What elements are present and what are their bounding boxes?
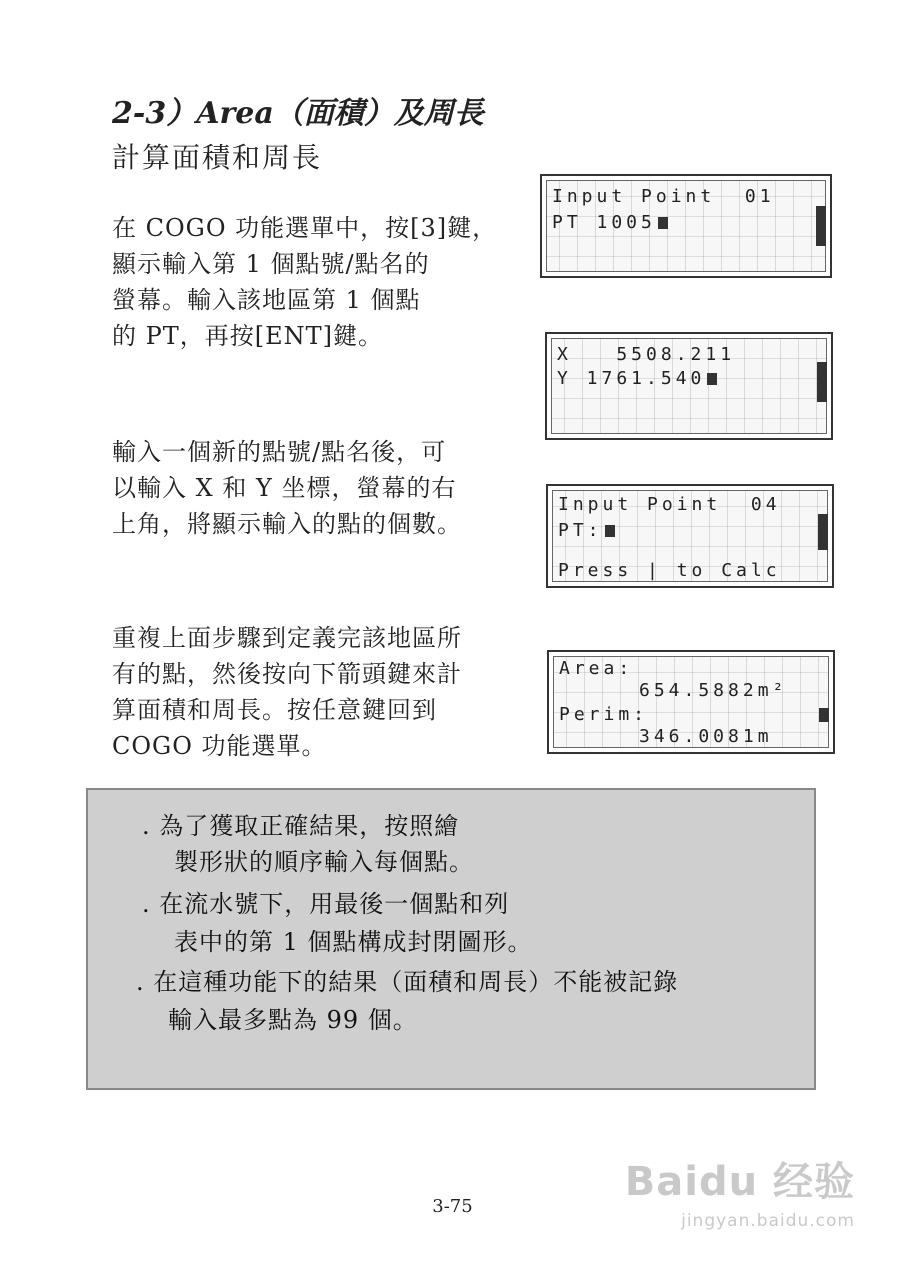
lcd-text: PT: (558, 520, 603, 541)
cursor-icon (605, 525, 615, 537)
section-heading: 2-3）Area（面積）及周長 (112, 96, 484, 131)
scroll-indicator-icon (816, 206, 826, 246)
lcd-line: Input Point 01 (552, 186, 775, 207)
paragraph-line: 在 COGO 功能選單中，按[3]鍵， (112, 214, 498, 242)
cursor-icon (658, 217, 668, 229)
scroll-indicator-icon (818, 514, 828, 550)
paragraph-line: 重複上面步驟到定義完該地區所 (112, 624, 462, 652)
scroll-indicator-icon (817, 362, 827, 402)
lcd-line (558, 520, 615, 541)
lcd-line: 654.5882m² (639, 680, 788, 701)
watermark (625, 1150, 855, 1231)
lcd-line: X 5508.211 (557, 344, 736, 365)
lcd-text: Y 1761.540 (557, 368, 706, 389)
note-line: . 為了獲取正確結果，按照繪 (142, 812, 460, 840)
lcd-screen-xy-coordinates (545, 332, 833, 440)
section-subheading: 計算面積和周長 (112, 141, 323, 174)
note-line: . 在流水號下，用最後一個點和列 (142, 890, 510, 918)
lcd-screen-input-point-01 (540, 174, 832, 278)
paragraph-line: 輸入一個新的點號/點名後，可 (112, 438, 447, 466)
note-box (86, 788, 816, 1090)
paragraph-3 (112, 620, 462, 764)
lcd-line: Perim: (559, 704, 649, 725)
cursor-icon (707, 373, 717, 385)
lcd-line: 346.0081m (639, 726, 773, 747)
note-line: 輸入最多點為 99 個。 (168, 1006, 418, 1034)
paragraph-1 (112, 210, 497, 354)
paragraph-line: 上角，將顯示輸入的點的個數。 (112, 510, 462, 538)
lcd-line: Input Point 04 (558, 494, 781, 515)
lcd-line (557, 368, 717, 389)
lcd-line (552, 212, 668, 233)
lcd-screen-area-perimeter (547, 650, 835, 754)
watermark-url: jingyan.baidu.com (681, 1211, 855, 1231)
scroll-indicator-icon (819, 708, 829, 722)
paragraph-line: 以輸入 X 和 Y 坐標，螢幕的右 (112, 474, 457, 502)
note-line: 製形狀的順序輸入每個點。 (174, 848, 474, 876)
lcd-screen-input-point-04 (546, 484, 834, 588)
note-line: . 在這種功能下的結果（面積和周長）不能被記錄 (136, 968, 679, 996)
lcd-line: Area: (559, 658, 634, 679)
paragraph-line: 算面積和周長。按任意鍵回到 (112, 696, 437, 724)
paragraph-line: COGO 功能選單。 (112, 732, 327, 760)
lcd-text: PT 1005 (552, 212, 656, 233)
paragraph-line: 顯示輸入第 1 個點號/點名的 (112, 250, 430, 278)
note-line: 表中的第 1 個點構成封閉圖形。 (174, 928, 533, 956)
lcd-line: Press | to Calc (558, 560, 781, 581)
paragraph-line: 螢幕。輸入該地區第 1 個點 (112, 286, 421, 314)
paragraph-line: 的 PT，再按[ENT]鍵。 (112, 322, 384, 350)
watermark-brand: Baidu 经验 (624, 1159, 855, 1205)
paragraph-2 (112, 434, 462, 542)
page-number: 3-75 (432, 1196, 473, 1217)
paragraph-line: 有的點，然後按向下箭頭鍵來計 (112, 660, 462, 688)
